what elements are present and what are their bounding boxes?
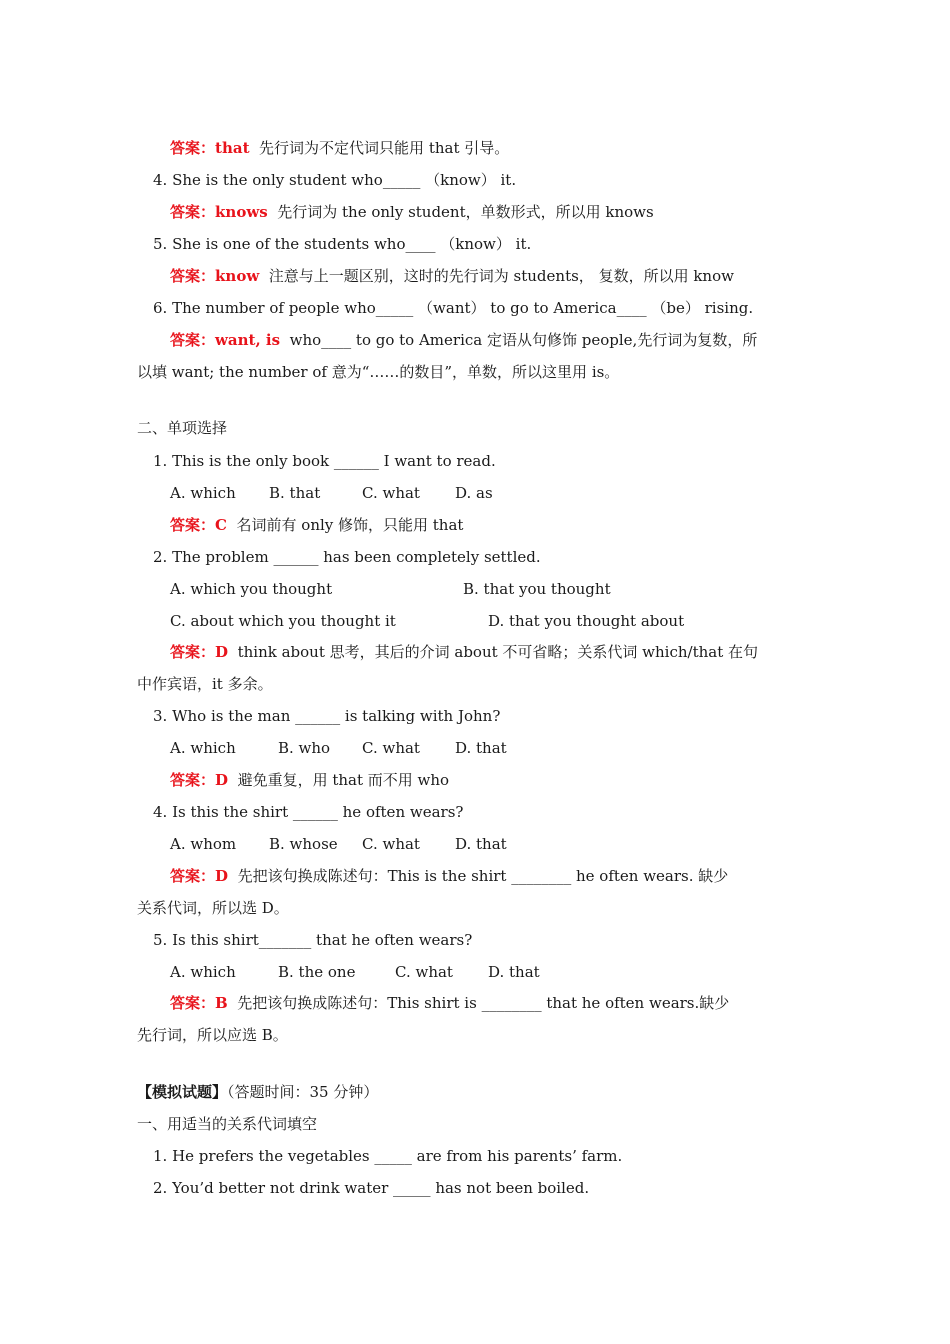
option-d: D. that [455, 835, 507, 853]
answer-key: D [215, 643, 229, 661]
answer-note: 先把该句换成陈述句：This shirt is ________ that he often wears.缺少 [237, 994, 730, 1012]
mock-title: 【模拟试题】 [137, 1083, 228, 1101]
mc-question-5: 5. Is this shirt_______ that he often wears? [153, 931, 473, 949]
option-b: B. the one [278, 963, 356, 981]
answer-note: who____ to go to America 定语从句修饰 people,先行词为复数，所 [289, 331, 758, 349]
answer-note-cont: 中作宾语，it 多余。 [137, 675, 273, 693]
mock-subtitle: 一、用适当的关系代词填空 [137, 1115, 318, 1133]
answer-note-cont: 先行词，所以应选 B。 [137, 1026, 288, 1044]
answer-line-4: 答案：knows 先行词为 the only student，单数形式，所以用 knows [170, 203, 654, 221]
option-c: C. about which you thought it [170, 612, 396, 630]
option-d: D. that you thought about [488, 612, 685, 630]
answer-key: D [215, 771, 229, 789]
mc-question-2: 2. The problem ______ has been completely settled. [153, 548, 541, 566]
mc-answer-4: 答案：D 先把该句换成陈述句：This is the shirt ________ he often wears. 缺少 [170, 867, 729, 885]
question-5: 5. She is one of the students who____ （know） it. [153, 235, 532, 253]
mock-question-2: 2. You’d better not drink water _____ has not been boiled. [153, 1179, 590, 1197]
answer-note-cont: 关系代词，所以选 D。 [137, 899, 289, 917]
option-a: A. which you thought [170, 580, 333, 598]
mc-answer-3: 答案：D 避免重复，用 that 而不用 who [170, 771, 450, 789]
mock-header [137, 1082, 378, 1102]
option-d: D. that [455, 739, 507, 757]
answer-key: C [215, 516, 227, 534]
answer-note: think about 思考，其后的介词 about 不可省略；关系代词 which/that 在句 [237, 643, 759, 661]
answer-note: 先把该句换成陈述句：This is the shirt ________ he often wears. 缺少 [237, 867, 729, 885]
answer-key: D [215, 867, 229, 885]
answer-note-cont: 以填 want; the number of 意为“……的数目”，单数，所以这里用 is。 [137, 363, 620, 381]
answer-note: 注意与上一题区别，这时的先行词为 students， 复数，所以用 know [268, 267, 734, 285]
question-6: 6. The number of people who_____ （want） to go to America____ （be） rising. [153, 299, 754, 317]
answer-note: 名词前有 only 修饰，只能用 that [236, 516, 464, 534]
option-b: B. who [278, 739, 331, 757]
answer-key: B [215, 994, 228, 1012]
option-d: D. as [455, 484, 493, 502]
option-c: C. what [395, 963, 453, 981]
answer-key: know [215, 267, 260, 285]
option-c: C. what [362, 484, 420, 502]
option-b: B. whose [269, 835, 338, 853]
answer-key: that [215, 139, 250, 157]
answer-key: knows [215, 203, 268, 221]
answer-line-5: 答案：know 注意与上一题区别，这时的先行词为 students， 复数，所以用 know [170, 267, 734, 285]
answer-note: 避免重复，用 that 而不用 who [237, 771, 450, 789]
option-a: A. which [170, 963, 236, 981]
answer-line-3: 答案：that 先行词为不定代词只能用 that 引导。 [170, 139, 510, 157]
option-a: A. which [170, 739, 236, 757]
option-b: B. that you thought [463, 580, 611, 598]
option-c: C. what [362, 739, 420, 757]
mc-question-4: 4. Is this the shirt ______ he often wears? [153, 803, 464, 821]
option-a: A. whom [170, 835, 237, 853]
option-a: A. which [170, 484, 236, 502]
option-b: B. that [269, 484, 321, 502]
mc-answer-2: 答案：D think about 思考，其后的介词 about 不可省略；关系代词 which/that 在句 [170, 643, 759, 661]
section-title: 二、单项选择 [137, 419, 228, 437]
mock-time: （答题时间：35 分钟） [227, 1083, 379, 1101]
mc-question-1: 1. This is the only book ______ I want to read. [153, 452, 496, 470]
option-c: C. what [362, 835, 420, 853]
mc-question-3: 3. Who is the man ______ is talking with John? [153, 707, 501, 725]
mock-question-1: 1. He prefers the vegetables _____ are from his parents’ farm. [153, 1147, 623, 1165]
answer-key: want, is [215, 331, 281, 349]
option-d: D. that [488, 963, 540, 981]
question-4: 4. She is the only student who_____ （know） it. [153, 171, 517, 189]
mc-answer-1: 答案：C 名词前有 only 修饰，只能用 that [170, 516, 464, 534]
mc-answer-5: 答案：B 先把该句换成陈述句：This shirt is ________ that he often wears.缺少 [170, 994, 730, 1012]
answer-note: 先行词为 the only student，单数形式，所以用 knows [277, 203, 654, 221]
answer-line-6: 答案：want, is who____ to go to America 定语从句修饰 people,先行词为复数，所 [170, 331, 758, 349]
answer-note: 先行词为不定代词只能用 that 引导。 [259, 139, 510, 157]
